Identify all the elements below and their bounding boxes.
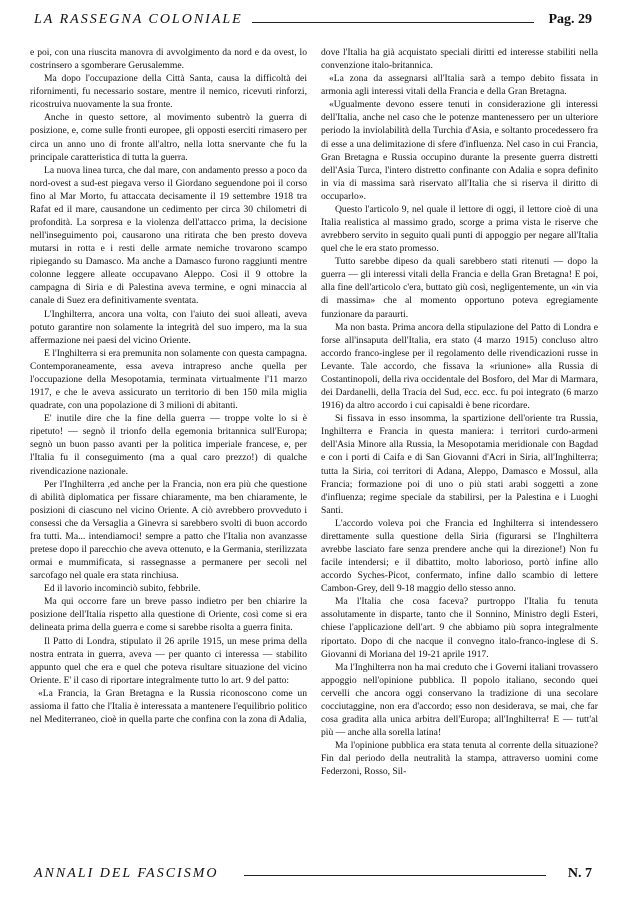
paragraph: E l'Inghilterra si era premunita non solamente con questa campagna. Contemporaneamente, essa aveva intrapreso anche quella per l'occupazione della Mesopotamia, terminata virtualmente l'11 marzo 1917, e che le aveva assicurato un territorio di ben 150 mila miglia quadrate, con una popolazione di 3 milioni di abitanti. <box>30 347 307 412</box>
paragraph: Si fissava in esso insomma, la spartizione dell'oriente tra Russia, Inghilterra e Francia in questa maniera: i territori curdo-armeni dell'Asia Minore alla Russia, la Mesopotamia meridionale con Bagdad e con i porti di Caifa e di San Giovanni d'Acri in Siria, all'Inghilterra; tutta la Siria, coi territori di Adana, Aleppo, Damasco e Mossul, alla Francia; formazione poi di uno o più stati arabi soggetti a zone d'influenza; regime speciale da stabilirsi, per la Palestina e i Luoghi Santi. <box>321 413 598 516</box>
paragraph: Anche in questo settore, al movimento subentrò la guerra di posizione, e, come sulle fronti europee, gli opposti eserciti rimasero per circa un anno uno di fronte all'altro, nella lotta snervante che fu la principale caratteristica di tutta la guerra. <box>30 112 307 163</box>
footer-rule <box>244 875 546 876</box>
paragraph: Tutto sarebbe dipeso da quali sarebbero stati ritenuti — dopo la guerra — gli interessi vitali della Francia e della Gran Bretagna! E poi, alla fine dell'articolo c'era, buttato giù così, negligentemente, un «in via di massima» che al momento opportuno poteva egregiamente funzionare da paraurti. <box>321 256 598 320</box>
footer-title: ANNALI DEL FASCISMO <box>34 866 219 881</box>
journal-title: LA RASSEGNA COLONIALE <box>34 12 243 27</box>
page-header <box>30 6 598 40</box>
paragraph: e poi, con una riuscita manovra di avvolgimento da nord e da ovest, lo costrinsero a sgomberare Gerusalemme. <box>30 47 307 72</box>
paragraph: Ma non basta. Prima ancora della stipulazione del Patto di Londra e forse all'insaputa dell'Italia, era stato (4 marzo 1915) concluso altro accordo franco-inglese per il regolamento delle rivendicazioni russe in Levante. Tale accordo, che fissava la «riunione» alla Russia di Costantinopoli, della riva occidentale del Bosforo, del Mar di Marmara, dei Dardanelli, della Tracia del Sud, ecc. ecc. fu poi integrato (6 marzo 1916) da altro accordo i cui capisaldi è bene ricordare. <box>321 321 598 412</box>
paragraph: Ma l'Italia che cosa faceva? purtroppo l'Italia fu tenuta assolutamente in disparte, tanto che il Sonnino, Ministro degli Esteri, chiese l'applicazione dell'art. 9 che abbiamo più sopra integralmente riportato. Dopo di che nacque il convegno italo-franco-inglese di S. Giovanni di Moriana del 19-21 aprile 1917. <box>321 596 598 660</box>
paragraph: La nuova linea turca, che dal mare, con andamento presso a poco da nord-ovest a sud-est piegava verso il Giordano seguendone poi il corso fino al Mar Morto, fu attaccata decisamente il 19 settembre 1918 tra Rafat ed il mare, causandone un cedimento per circa 30 chilometri di profondità. La sorpresa e la violenza dell'attacco prima, la decisione nell'inseguimento poi, causarono una ritirata che ben presto doveva mutarsi in rotta e i resti delle armate nemiche trovarono scampo ripiegando su Damasco. Ma anche a Damasco furono raggiunti mentre colonne leggere alleate occupavano Aleppo. Così il 9 ottobre la campagna di Siria e di Palestina aveva termine, e ogni minaccia al canale di Suez era definitivamente sventata. <box>30 164 307 307</box>
paragraph: E' inutile dire che la fine della guerra — troppe volte lo si è ripetuto! — segnò il trionfo della egemonia britannica sull'Europa; segnò un buon passo avanti per la politica imperiale francese, e, per l'Italia fu il conseguimento (ma a qual caro prezzo!) di qualche rivendicazione nazionale. <box>30 413 307 477</box>
left-column <box>30 46 307 856</box>
paragraph: Questo l'articolo 9, nel quale il lettore di oggi, il lettore cioè di una Italia realistica al massimo grado, scorge a prima vista le riserve che avrebbero servito in seguito quali punti di appoggio per negare all'Italia quel che le era stato promesso. <box>321 203 598 255</box>
paragraph: Ma qui occorre fare un breve passo indietro per ben chiarire la posizione dell'Italia rispetto alla questione di Oriente, così come si era delineata prima della guerra e come si sarebbe risolta a guerra finita. <box>30 596 307 634</box>
issue-number: N. 7 <box>567 866 592 881</box>
paragraph: Per l'Inghilterra ,ed anche per la Francia, non era più che questione di abilità diplomatica per fissare chiaramente, ma ben chiaramente, le posizioni di ciascuno nel vicino Oriente. A ciò avrebbero provveduto i consessi che da Versaglia a Ginevra si sarebbero svolti di buon accordo fra tutti. Ma... intendiamoci! sempre a patto che l'Italia non avanzasse pretese dopo il parecchio che aveva ottenuto, e la Germania, sterilizzata ormai e mummificata, si rassegnasse a permanere per secoli nel sarcofago nel quale era stata rinchiusa. <box>30 478 307 582</box>
paragraph: L'Inghilterra, ancora una volta, con l'aiuto dei suoi alleati, aveva potuto garantire non solamente la integrità del suo impero, ma la sua affermazione nei paesi del vicino Oriente. <box>30 308 307 346</box>
page-number: Pag. 29 <box>548 12 592 27</box>
paragraph: Ed il lavorio incominciò subito, febbrile. <box>44 583 201 595</box>
right-column <box>321 46 598 856</box>
paragraph: Ma l'opinione pubblica era stata tenuta al corrente della situazione? Fin dal periodo della neutralità la stampa, attraverso uomini come Federzoni, Rosso, Sil- <box>321 740 598 778</box>
page-footer <box>30 860 598 888</box>
quoted-paragraph: «Ugualmente devono essere tenuti in considerazione gli interessi dell'Italia, anche nel caso che le potenze mantenessero per un ulteriore periodo la inviolabilità della Turchia d'Asia, e soltanto procedessero fra di esse a una delimitazione di sfere d'influenza. Nel caso in cui Francia, Gran Bretagna e Russia occupino durante la presente guerra distretti dell'Asia Turca, l'intero distretto confinante con Adalia e sopra definito in via di massima sarà riservato all'Italia che si riserva il diritto di occuparlo». <box>321 99 598 202</box>
article-body <box>30 46 598 856</box>
paragraph: L'accordo voleva poi che Francia ed Inghilterra si intendessero direttamente sulla questione della Siria (figurarsi se l'Inghilterra avrebbe lasciato fare senza prendere anche qui la direzione!) Non fu facile intendersi; e il dibattito, molto laborioso, portò infine allo accordo Syches-Picot, confermato, infine dallo scambio di lettere Cambon-Grey, dell 9-18 maggio dello stesso anno. <box>321 517 598 595</box>
header-rule <box>252 22 534 23</box>
quoted-paragraph: «La Francia, la Gran Bretagna e la Russia riconoscono come un assioma il fatto che l'Italia è interessata a mantenere l'equilibrio politico nel Mediterraneo, cioè in quella parte che confina con la zona di Adalia, <box>30 687 307 725</box>
paragraph: Ma dopo l'occupazione della Città Santa, causa la difficoltà dei rifornimenti, fu necessario sostare, mentre il nemico, ricevuti rinforzi, ricostruiva nuovamente la sua fronte. <box>30 73 307 111</box>
paragraph: Ma l'Inghilterra non ha mai creduto che i Governi italiani trovassero appoggio nell'opinione pubblica. Il popolo italiano, secondo quei cervelli che ancora oggi conservano la tradizione di una secolare cocciutaggine, non era d'accordo; esso non desiderava, se mai, che far cosa gradita alla unica arbitra dell'Europa; all'Inghilterra! E — tutt'al più — anche alla sorella latina! <box>321 661 598 739</box>
paragraph: Il Patto di Londra, stipulato il 26 aprile 1915, un mese prima della nostra entrata in guerra, aveva — per quanto ci interessa — stabilito appunto quel che era e quel che poteva risultare situazione del vicino Oriente. E' il caso di riportare integralmente tutto lo art. 9 del patto: <box>30 635 307 686</box>
paragraph: dove l'Italia ha già acquistato speciali diritti ed interesse stabiliti nella convenzione italo-britannica. <box>321 47 598 72</box>
quoted-paragraph: «La zona da assegnarsi all'Italia sarà a tempo debito fissata in armonia agli interessi vitali della Francia e della Gran Bretagna. <box>321 73 598 98</box>
